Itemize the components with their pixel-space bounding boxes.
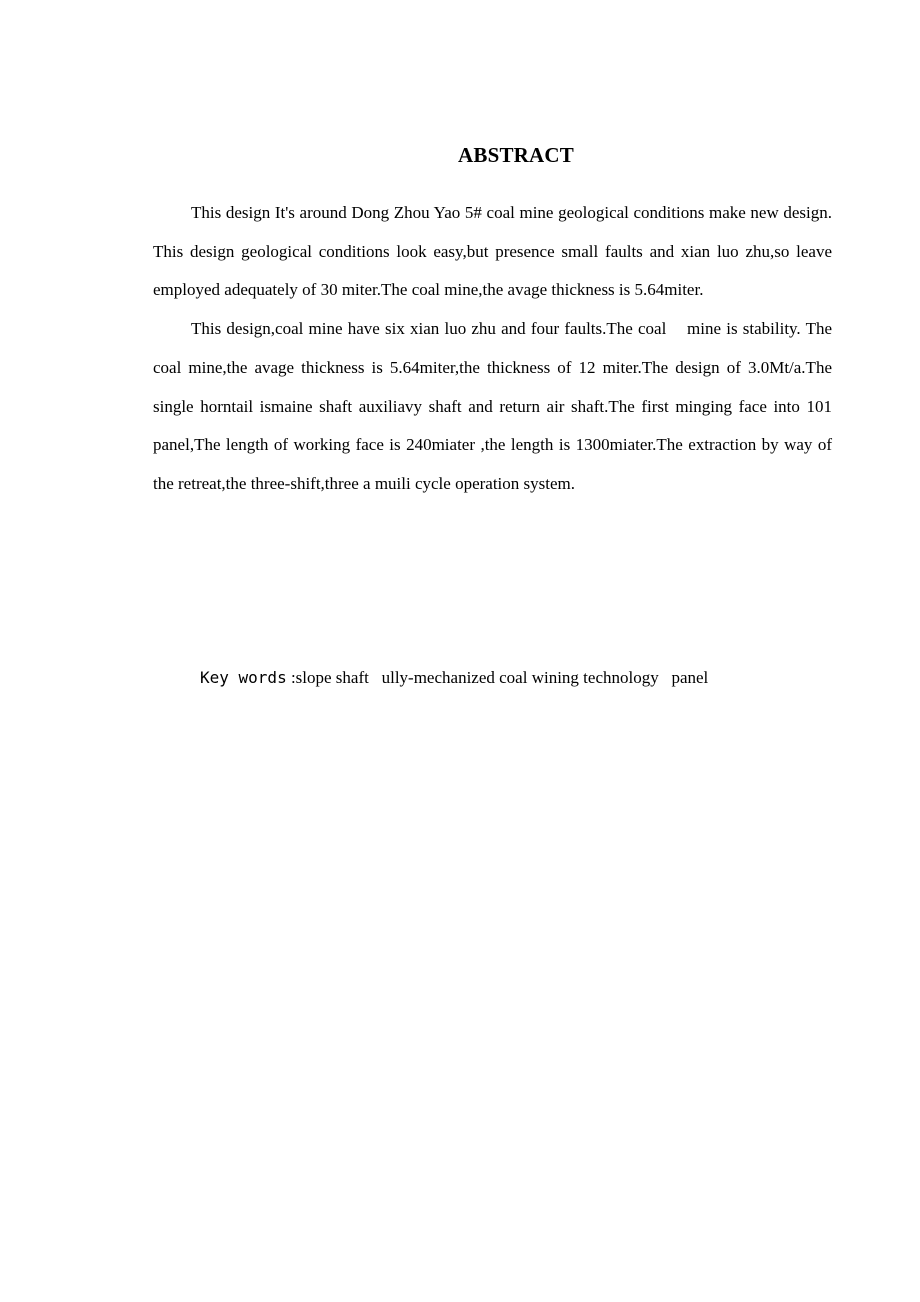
abstract-title: ABSTRACT [458,143,574,167]
abstract-paragraph-1: This design It's around Dong Zhou Yao 5# coal mine geological conditions make new design. This design geological conditions look easy,but presence small faults and xian luo zhu,so leave employed adequately of 30 miter.The coal mine,the avage thickness is 5.64miter. [153,203,832,300]
abstract-paragraph-2: This design,coal mine have six xian luo zhu and four faults.The coal mine is stability. The coal mine,the avage thickness is 5.64miter,the thickness of 12 miter.The design of 3.0Mt/a.The single horntail ismaine shaft auxiliavy shaft and return air shaft.The first minging face into 101 panel,The length of working face is 240miater ,the length is 1300miater.The extraction by way of the retreat,the three-shift,three a muili cycle operation system. [153,319,832,493]
keywords-value: :slope shaft ully-mechanized coal wining technology panel [286,668,709,687]
keywords-label: Key words [200,668,287,687]
abstract-body [153,194,832,504]
keywords-line [200,665,708,691]
